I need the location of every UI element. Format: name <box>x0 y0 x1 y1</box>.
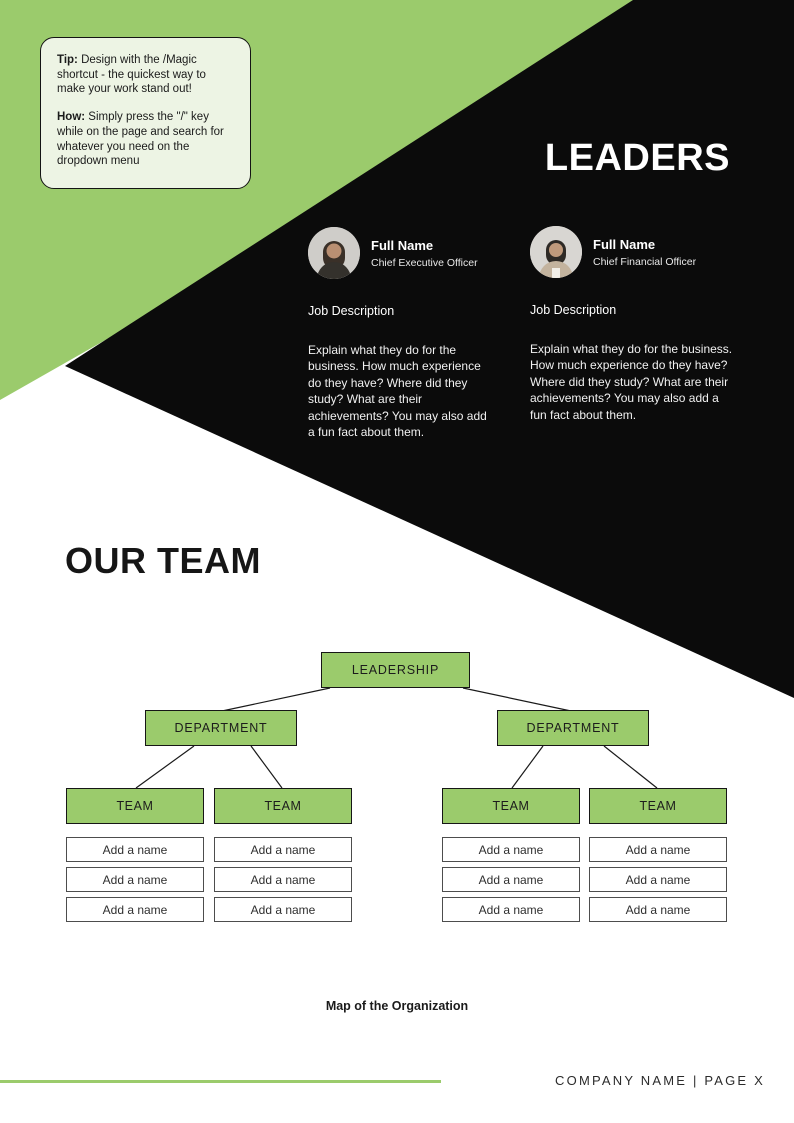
org-node-team-3: TEAM <box>442 788 580 824</box>
org-node-team-2: TEAM <box>214 788 352 824</box>
how-text: Simply press the "/" key while on the page and search for whatever you need on the dropdown menu <box>57 111 224 168</box>
leader-role: Chief Executive Officer <box>371 256 478 269</box>
tip-text: Design with the /Magic shortcut - the quickest way to make your work stand out! <box>57 54 206 96</box>
member-name-field[interactable]: Add a name <box>66 897 204 922</box>
leader-name: Full Name <box>371 237 434 253</box>
member-name-field[interactable]: Add a name <box>589 867 727 892</box>
member-name-field[interactable]: Add a name <box>66 837 204 862</box>
org-node-team-1: TEAM <box>66 788 204 824</box>
leader-identity <box>371 238 478 269</box>
member-name-field[interactable]: Add a name <box>589 837 727 862</box>
job-description-label: Job Description <box>308 304 395 318</box>
org-node-leadership: LEADERSHIP <box>321 652 470 688</box>
leader-photo-ceo <box>308 227 360 279</box>
tip-paragraph <box>57 53 234 97</box>
person-portrait-icon <box>308 227 360 279</box>
leader-role: Chief Financial Officer <box>593 255 697 268</box>
leader-header <box>530 226 742 278</box>
leader-identity <box>593 237 696 268</box>
job-description-text: Explain what they do for the business. How much experience do they have? Where did they study? What are their achievements? You may also add a fun fact about them. <box>530 342 733 422</box>
member-name-field[interactable]: Add a name <box>442 897 580 922</box>
footer-divider <box>0 1080 441 1083</box>
person-portrait-icon <box>530 226 582 278</box>
footer-page-label: COMPANY NAME | PAGE X <box>555 1073 765 1088</box>
member-name-field[interactable]: Add a name <box>214 897 352 922</box>
tip-box <box>40 37 251 189</box>
member-name-field[interactable]: Add a name <box>66 867 204 892</box>
leader-photo-cfo <box>530 226 582 278</box>
job-description-label: Job Description <box>530 303 617 317</box>
org-node-department-2: DEPARTMENT <box>497 710 649 746</box>
org-node-team-4: TEAM <box>589 788 727 824</box>
leader-card-cfo <box>530 226 742 423</box>
leaders-heading: LEADERS <box>544 137 730 179</box>
member-name-field[interactable]: Add a name <box>442 837 580 862</box>
member-name-field[interactable]: Add a name <box>442 867 580 892</box>
our-team-heading: OUR TEAM <box>65 540 261 581</box>
leader-name: Full Name <box>593 236 656 252</box>
org-chart-caption: Map of the Organization <box>325 999 469 1013</box>
leader-header <box>308 227 496 279</box>
how-paragraph <box>57 110 234 169</box>
how-label: How: <box>57 111 86 124</box>
member-name-field[interactable]: Add a name <box>589 897 727 922</box>
leader-card-ceo <box>308 227 496 440</box>
member-name-field[interactable]: Add a name <box>214 867 352 892</box>
job-description-text: Explain what they do for the business. How much experience do they have? Where did they study? What are their achievements? You may also add a fun fact about them. <box>308 343 487 440</box>
org-node-department-1: DEPARTMENT <box>145 710 297 746</box>
tip-label: Tip: <box>57 54 78 66</box>
member-name-field[interactable]: Add a name <box>214 837 352 862</box>
